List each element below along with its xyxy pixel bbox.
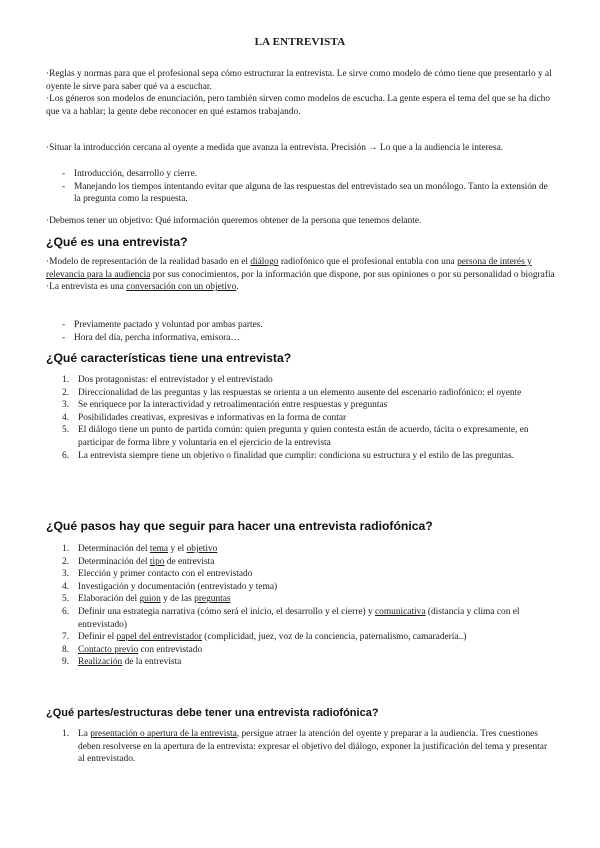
list-text: Direccionalidad de las preguntas y las respuestas se orienta a un elemento ausente del escenario radiofónico: el oyente	[78, 387, 522, 398]
list-text: Definir el	[78, 632, 117, 643]
list-text: (distancia y clima con el entrevistado)	[78, 606, 520, 630]
underlined-term: comunicativa	[375, 606, 426, 617]
list-number: 4.	[62, 412, 70, 423]
list-text: y el	[168, 544, 187, 554]
list-item	[46, 644, 556, 657]
list-number: 2.	[62, 387, 70, 398]
list-number: 4.	[62, 581, 70, 592]
underlined-term: tipo	[149, 556, 165, 567]
underlined-term: papel del entrevistador	[116, 632, 202, 643]
list-item	[46, 387, 556, 400]
underlined-term: objetivo	[186, 544, 218, 554]
list-item	[46, 412, 556, 425]
list-text: Posibilidades creativas, expresivas e informativas en la forma de contar	[78, 412, 347, 423]
list-item	[46, 374, 556, 387]
list-number: 1.	[62, 544, 70, 554]
list-number: 8.	[62, 644, 70, 655]
list-number: 9.	[62, 657, 70, 668]
list-number: 2.	[62, 556, 70, 567]
list-item	[46, 399, 556, 412]
underlined-term: guion	[139, 594, 161, 605]
parts-list	[46, 728, 556, 766]
list-text: de la entrevista	[122, 657, 182, 668]
definition-paragraph: ·Modelo de representación de la realidad basado en el diálogo radiofónico que el profesional entabla con una persona de interés y relevancia para la audiencia por sus conocimientos, por la información que dispone, por sus opiniones o por su personalidad o biografía	[46, 257, 555, 280]
list-text: Investigación y documentación (entrevistado y tema)	[78, 581, 278, 592]
list-text: de entrevista	[164, 556, 215, 567]
steps-list	[46, 543, 556, 669]
list-number: 7.	[62, 632, 70, 643]
list-item	[46, 556, 556, 569]
list-item: - Previamente pactado y voluntad por ambas partes.	[46, 319, 556, 332]
page-title: LA ENTREVISTA	[254, 36, 346, 48]
section-heading-what-is: ¿Qué es una entrevista?	[46, 235, 188, 249]
list-number: 1.	[62, 375, 70, 385]
list-item	[46, 606, 556, 631]
list-text: Definir una estrategia narrativa (cómo será el inicio, el desarrollo y el cierre) y	[78, 606, 375, 617]
underlined-term: presentación o apertura de la entrevista	[90, 729, 237, 739]
list-text: Dos protagonistas: el entrevistador y el entrevistado	[78, 375, 273, 385]
list-item	[46, 424, 556, 449]
section1-bullet-list	[0, 319, 556, 344]
list-text: , persigue atraer la atención del oyente y preparar a la audiencia. Tres cuestiones deben resolverse en la apertura de la entrevista: expresar el objetivo del diálogo, exponer la justificación del tema y presentar al entrevistado.	[78, 729, 548, 765]
characteristics-list	[46, 374, 556, 462]
list-item: - Introducción, desarrollo y cierre.	[46, 168, 556, 181]
list-item	[46, 450, 556, 463]
intro-block	[46, 68, 556, 118]
list-number: 5.	[62, 425, 70, 436]
list-item	[46, 543, 556, 556]
list-text: La	[78, 729, 91, 739]
list-text: Determinación del	[78, 544, 150, 554]
intro-paragraph: ·Los géneros son modelos de enunciación, pero también sirven como modelos de escucha. La gente espera el tema del que se ha dicho que va a hablar; la gente debe reconocer en qué estamos trabajando.	[46, 94, 550, 117]
list-item	[46, 656, 556, 669]
list-text: Elaboración del	[78, 594, 140, 605]
list-number: 5.	[62, 594, 70, 605]
list-item	[46, 728, 556, 766]
intro-paragraph: ·Debemos tener un objetivo: Qué información queremos obtener de la persona que tenemos delante.	[46, 216, 422, 226]
definition-paragraph: ·La entrevista es una conversación con un objetivo.	[46, 282, 239, 293]
underlined-term: tema	[149, 544, 169, 554]
list-number: 6.	[62, 450, 70, 461]
list-item	[46, 631, 556, 644]
list-item	[46, 581, 556, 594]
intro-paragraph: ·Situar la introducción cercana al oyente a medida que avanza la entrevista. Precisión → Lo que a la audiencia le interesa.	[46, 143, 504, 153]
underlined-term: preguntas	[194, 594, 231, 605]
section-heading-parts: ¿Qué partes/estructuras debe tener una entrevista radiofónica?	[46, 707, 379, 719]
section-heading-steps: ¿Qué pasos hay que seguir para hacer una entrevista radiofónica?	[46, 519, 433, 533]
list-number: 3.	[62, 569, 70, 580]
list-number: 1.	[62, 729, 70, 739]
list-text: Determinación del	[78, 556, 150, 567]
intro-paragraph: ·Reglas y normas para que el profesional sepa cómo estructurar la entrevista. Le sirve como modelo de cómo tiene que presentarlo y al oyente le sirve para saber qué va a escuchar.	[46, 69, 552, 92]
section-heading-characteristics: ¿Qué características tiene una entrevista?	[46, 351, 292, 365]
list-number: 3.	[62, 400, 70, 411]
underlined-term: Realización	[78, 657, 123, 668]
section1-body	[46, 256, 556, 294]
intro-bullet-list	[0, 168, 556, 206]
list-text: (complicidad, juez, voz de la conciencia, paternalismo, camaradería..)	[201, 632, 467, 643]
list-number: 6.	[62, 606, 70, 617]
intro-block-3	[46, 215, 556, 228]
intro-block-2	[46, 142, 556, 155]
list-text: con entrevistado	[138, 644, 203, 655]
list-item	[46, 568, 556, 581]
list-item	[46, 593, 556, 606]
list-item: - Hora del día, percha informativa, emisora…	[46, 332, 556, 345]
list-text: y de las	[160, 594, 195, 605]
list-text: El diálogo tiene un punto de partida común: quien pregunta y quien contesta están de acuerdo, tácita o expresamente, en participar de forma libre y voluntaria en el ejercicio de la entrevista	[78, 425, 529, 448]
list-text: Se enriquece por la interactividad y retroalimentación entre respuestas y preguntas	[78, 400, 388, 411]
list-text: Elección y primer contacto con el entrevistado	[78, 569, 253, 580]
underlined-term: Contacto previo	[78, 644, 139, 655]
list-item: - Manejando los tiempos intentando evitar que alguna de las respuestas del entrevistado sea un monólogo. Tanto la extensión de la pregunta como la respuesta.	[46, 181, 556, 206]
list-text: La entrevista siempre tiene un objetivo o finalidad que cumplir: condiciona su estructura y el estilo de las preguntas.	[78, 450, 515, 461]
